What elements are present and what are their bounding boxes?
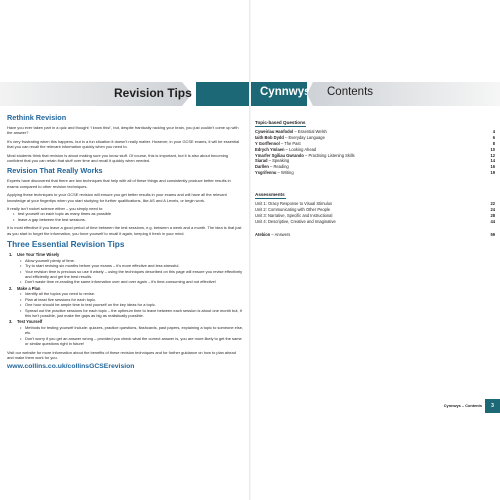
right-page-header [251, 82, 500, 106]
list-item: • Your revision time is precious so use it wisely – using the techniques described on this page will ensure you revise effectively and efficiently and get the best results. [20, 269, 243, 280]
tip-list [20, 325, 243, 347]
toc-entry-welsh: Darllen [255, 164, 269, 170]
toc-entry: Unit 2: Communicating with Other People [255, 207, 331, 213]
header-tab [251, 82, 311, 106]
toc-entry-welsh: Siarad [255, 158, 268, 164]
left-page-header [0, 82, 249, 106]
heading-three-tips: Three Essential Revision Tips [7, 239, 125, 250]
heading-rethink-revision: Rethink Revision [7, 113, 67, 122]
page-footer [437, 399, 500, 413]
page-title: Revision Tips [114, 86, 192, 100]
tip-title: Test Yourself [17, 319, 43, 325]
tip-3 [9, 319, 243, 346]
toc-entry-welsh: Cyweiriau Hanfodol [255, 129, 294, 134]
list-item: • Don’t worry if you get an answer wrong – provided you check what the correct answer is, you are more likely to get the same or similar questions right in future! [20, 336, 243, 347]
footer-label: Cynnwys – Contents [443, 403, 482, 408]
toc-entry: Unit 1: Oracy Response to Visual Stimulus [255, 201, 333, 207]
list-item: • One hour should be ample time to test yourself on the key ideas for a topic. [20, 302, 243, 307]
tip-title: Make a Plan [17, 285, 41, 291]
toc-entry-english: – Speaking [267, 158, 290, 164]
list-item: • Try to start revising six months before your exams – it’s more effective and less stressful. [20, 263, 243, 268]
toc-page-number: 14 [490, 158, 495, 164]
toc-entry-welsh: Atebion [255, 231, 271, 237]
toc-entry: Unit 3: Narrative, Specific and Instructional [255, 212, 333, 218]
toc-entry-english: – Answers [270, 231, 291, 237]
list-item: • test yourself on each topic as many times as possible [13, 211, 243, 216]
tip-list [20, 258, 243, 285]
header-tab-label: Cynnwys [260, 86, 311, 98]
header-band [313, 82, 500, 106]
toc-entry-english: – Writing [276, 170, 294, 176]
paragraph: It is most effective if you leave a good period of time between the test sessions, e.g. between a week and a month. The idea is that just as you start to forget the information, you force yourself to recall it again, keeping it fresh in your mind. [7, 225, 242, 236]
toc-entry-english: – Looking Ahead [284, 146, 317, 152]
toc-row[interactable] [255, 219, 495, 225]
website-link[interactable]: www.collins.co.uk/collinsGCSErevision [7, 363, 135, 371]
toc-entry-english: – Practising Listening Skills [303, 152, 355, 158]
section-heading-assessments: Assessments [255, 192, 285, 198]
toc-entry-welsh: Y Gorffennol [255, 140, 280, 146]
list-item: • leave a gap between the test sessions. [13, 217, 243, 222]
page-number-box: 3 [485, 399, 500, 413]
toc-page-number: 12 [490, 152, 495, 158]
toc-page-number: 6 [492, 134, 495, 140]
paragraph: Experts have discovered that there are two techniques that help with all of these things and consistently produce better results in exams compared to other revision techniques. [7, 178, 231, 189]
list-item: • Identify all the topics you need to revise. [20, 291, 243, 296]
toc-page-number: 16 [490, 164, 495, 170]
list-item: • Plan at least five sessions for each topic. [20, 297, 243, 302]
paragraph: It’s very frustrating when this happens, but in a fun situation it doesn’t really matter. However, in your GCSE exams, it will be essential that you can recall the relevant information quickly when you need to. [7, 138, 240, 150]
toc-row[interactable] [255, 170, 495, 176]
tip-number: 3. [9, 319, 13, 325]
toc-page-number: 22 [490, 201, 495, 207]
paragraph: Most students think that revision is about making sure you know stuff. Of course, this is important, but it is also about becoming confident that you can retain that stuff over time and recall it quickly when needed. [7, 152, 228, 164]
toc-page-number: 44 [490, 218, 495, 224]
toc-entry-english: – The Past [279, 140, 301, 146]
tip-title: Use Your Time Wisely [17, 252, 60, 258]
list-item: • Methods for testing yourself include: quizzes, practice questions, flashcards, past papers, explaining a topic to someone else, etc. [20, 325, 243, 336]
paragraph: Visit our website for more information about the benefits of these revision techniques and for further guidance on how to plan ahead and make them work for you. [7, 349, 236, 360]
tip-number: 2. [9, 285, 13, 291]
table-of-contents [255, 111, 495, 238]
paragraph: Have you ever taken part in a quiz and thought ‘I know this!’, but, despite frantically racking your brain, you just couldn’t come up with the answer? [7, 125, 239, 136]
toc-row-answers[interactable] [255, 232, 495, 238]
toc-entry-welsh: Ysgrifennu [255, 170, 277, 176]
paragraph: Applying these techniques to your GCSE revision will ensure you get better results in your exams and will have all the relevant knowledge at your fingertips when you start studying for further qualifications, like AS and A Levels, or begin work. [7, 192, 227, 203]
page-title: Contents [327, 86, 374, 98]
heading-revision-that-works: Revision That Really Works [7, 166, 103, 176]
toc-entry-english: – Essential Welsh [293, 129, 327, 134]
list-item: • Allow yourself plenty of time. [20, 258, 243, 263]
right-page [251, 0, 500, 500]
revision-tips-body [7, 113, 243, 370]
tip-list [20, 291, 243, 318]
toc-entry-welsh: Edrych Ymlaen [255, 146, 285, 152]
list-item: • Don’t waste time re-reading the same information over and over again – it’s time-consuming and not effective! [20, 279, 243, 284]
toc-page-number: 19 [490, 170, 495, 176]
toc-page-number: 4 [492, 129, 495, 134]
toc-page-number: 24 [490, 207, 495, 213]
paragraph: It really isn’t rocket science either – you simply need to: [7, 206, 104, 212]
toc-page-number: 28 [490, 212, 495, 218]
toc-page-number: 59 [490, 231, 495, 237]
toc-entry: Unit 4: Descriptive, Creative and Imaginative [255, 218, 336, 224]
toc-page-number: 10 [490, 146, 495, 152]
tip-2 [9, 286, 243, 319]
section-heading-topics: Topic-based Questions [255, 120, 306, 125]
toc-entry-welsh: Iaith Bob Dydd [255, 134, 284, 140]
toc-page-number: 8 [492, 140, 495, 146]
toc-entry-english: – Everyday Language [283, 134, 325, 140]
tip-number: 1. [9, 252, 13, 258]
tip-1 [9, 252, 243, 285]
technique-list [13, 211, 243, 222]
toc-entry-english: – Reading [268, 164, 289, 170]
left-page [0, 0, 249, 500]
header-accent-block [196, 82, 249, 106]
toc-entry-welsh: Ymarfer Sgiliau Gwrando [255, 152, 304, 158]
list-item: • Spread out the practice sessions for each topic – the optimum time to leave between each session is about one month but, if this isn’t possible, just make the gaps as big as realistically possible. [20, 308, 243, 319]
